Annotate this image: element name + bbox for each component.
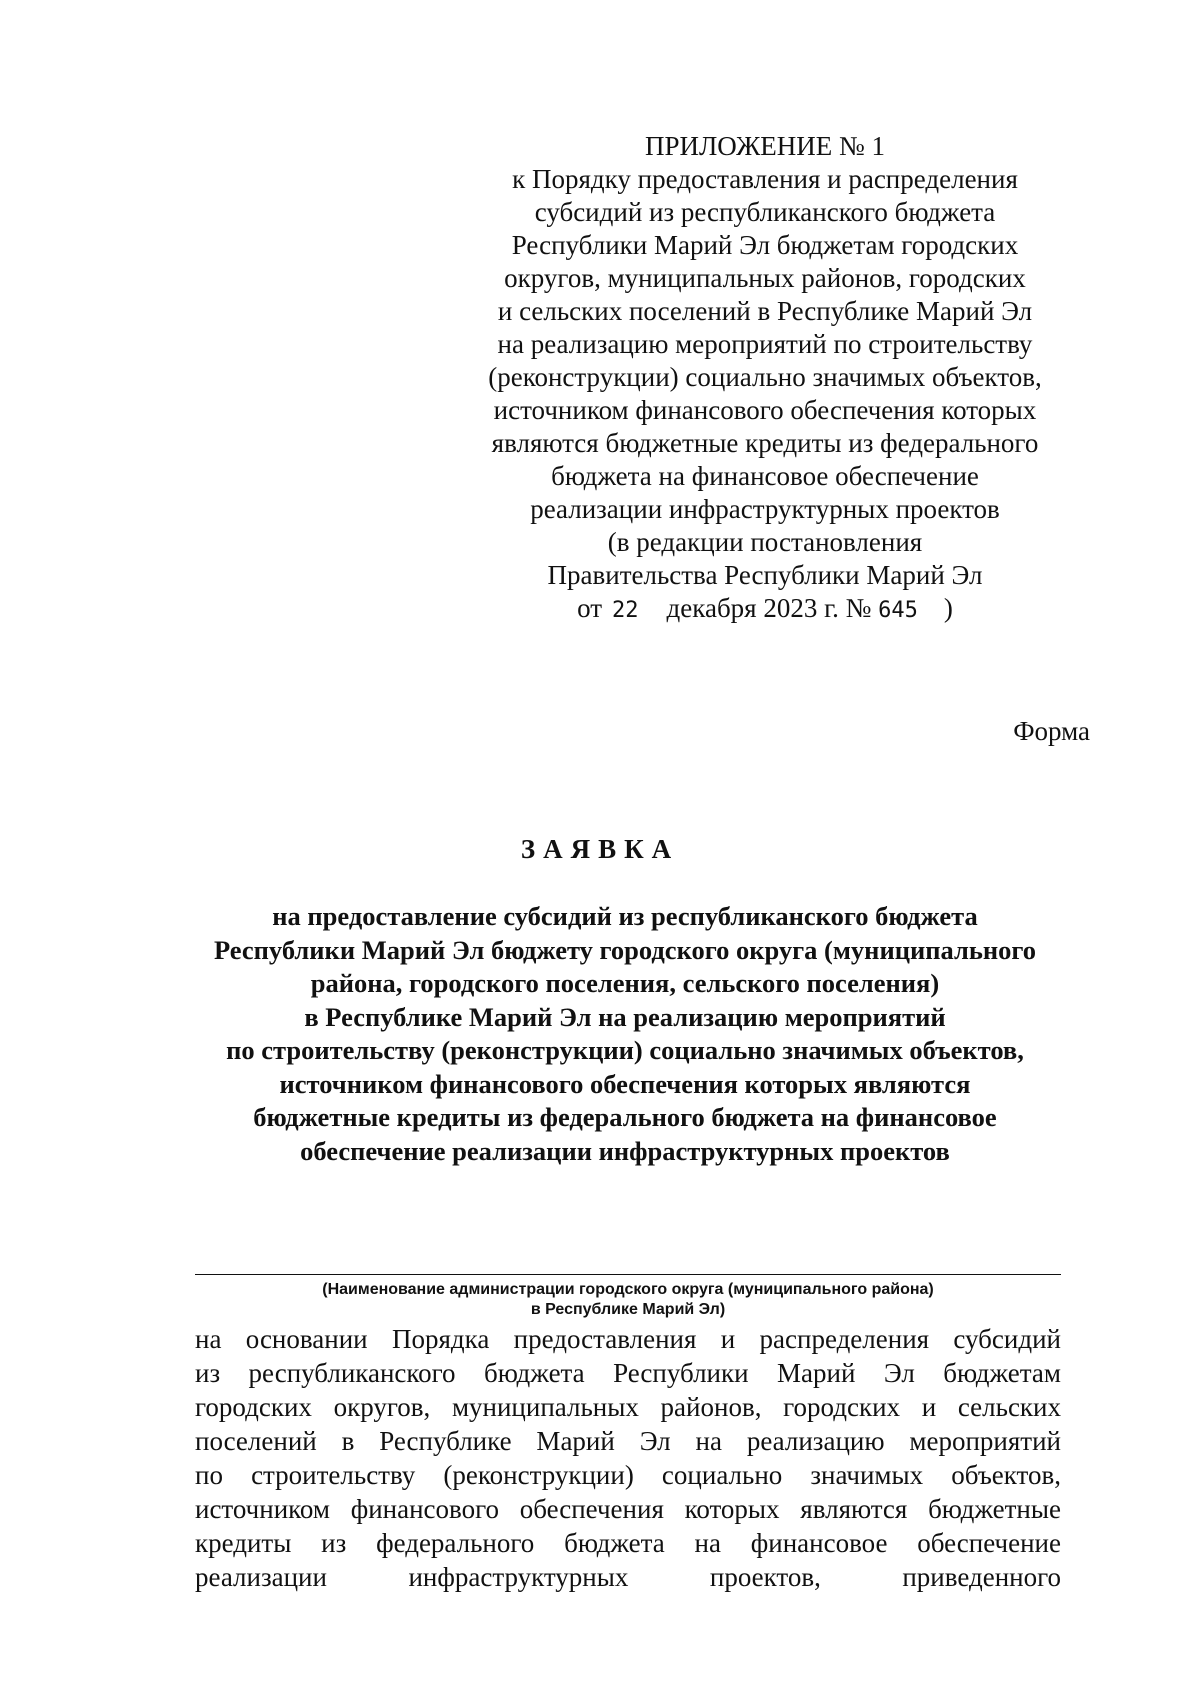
body-paragraph	[195, 1322, 1061, 1594]
body-line: поселений в Республике Марий Эл на реализацию мероприятий	[195, 1426, 1061, 1456]
appendix-line: источником финансового обеспечения которых	[493, 395, 1037, 425]
body-line: из республиканского бюджета Республики Марий Эл бюджетам	[195, 1358, 1061, 1388]
subtitle-line: на предоставление субсидий из республиканского бюджета	[272, 901, 978, 931]
appendix-line: бюджета на финансовое обеспечение	[551, 461, 979, 491]
date-month-year: декабря 2023 г. №	[666, 593, 872, 623]
body-line: реализации инфраструктурных проектов, приведенного	[195, 1562, 1061, 1592]
resolution-date-line	[470, 592, 1060, 627]
subtitle-line: бюджетные кредиты из федерального бюджета на финансовое	[253, 1102, 997, 1132]
appendix-line: Правительства Республики Марий Эл	[547, 560, 983, 590]
subtitle-line: по строительству (реконструкции) социально значимых объектов,	[226, 1035, 1024, 1065]
date-day: 22	[612, 598, 639, 623]
document-subtitle	[190, 900, 1060, 1168]
subtitle-line: Республики Марий Эл бюджету городского округа (муниципального	[213, 934, 1037, 965]
appendix-line: округов, муниципальных районов, городских	[504, 263, 1026, 293]
resolution-number: 645	[878, 598, 918, 623]
appendix-line: и сельских поселений в Республике Марий Эл	[497, 296, 1033, 326]
body-line: на основании Порядка предоставления и распределения субсидий	[195, 1324, 1061, 1354]
subtitle-line: обеспечение реализации инфраструктурных проектов	[300, 1135, 950, 1166]
appendix-block	[470, 130, 1060, 627]
form-label: Форма	[1013, 716, 1090, 746]
appendix-line: субсидий из республиканского бюджета	[534, 197, 996, 227]
administration-name-fill-line	[195, 1274, 1061, 1275]
body-line: городских округов, муниципальных районов, городских и сельских	[195, 1392, 1061, 1422]
date-prefix: от	[577, 593, 603, 623]
appendix-line: на реализацию мероприятий по строительству	[497, 329, 1033, 359]
document-heading: ЗАЯВКА	[520, 834, 680, 864]
appendix-line: реализации инфраструктурных проектов	[530, 494, 1000, 524]
subtitle-line: района, городского поселения, сельского поселения)	[310, 968, 940, 998]
appendix-line: к Порядку предоставления и распределения	[512, 164, 1018, 194]
appendix-line: Республики Марий Эл бюджетам городских	[511, 230, 1019, 260]
body-line: по строительству (реконструкции) социально значимых объектов,	[195, 1460, 1061, 1490]
date-suffix: )	[943, 593, 953, 623]
appendix-title: ПРИЛОЖЕНИЕ № 1	[644, 131, 886, 161]
appendix-line: (в редакции постановления	[607, 527, 923, 557]
body-line: кредиты из федерального бюджета на финансовое обеспечение	[195, 1528, 1061, 1558]
caption-line: (Наименование администрации городского округа (муниципального района)	[322, 1281, 934, 1298]
body-line: источником финансового обеспечения которых являются бюджетные	[195, 1494, 1061, 1524]
administration-name-caption	[195, 1280, 1061, 1320]
subtitle-line: в Республике Марий Эл на реализацию мероприятий	[304, 1001, 946, 1032]
subtitle-line: источником финансового обеспечения которых являются	[279, 1068, 971, 1099]
caption-line: в Республике Марий Эл)	[530, 1301, 726, 1318]
appendix-line: (реконструкции) социально значимых объектов,	[488, 362, 1042, 392]
appendix-line: являются бюджетные кредиты из федерального	[491, 428, 1039, 458]
